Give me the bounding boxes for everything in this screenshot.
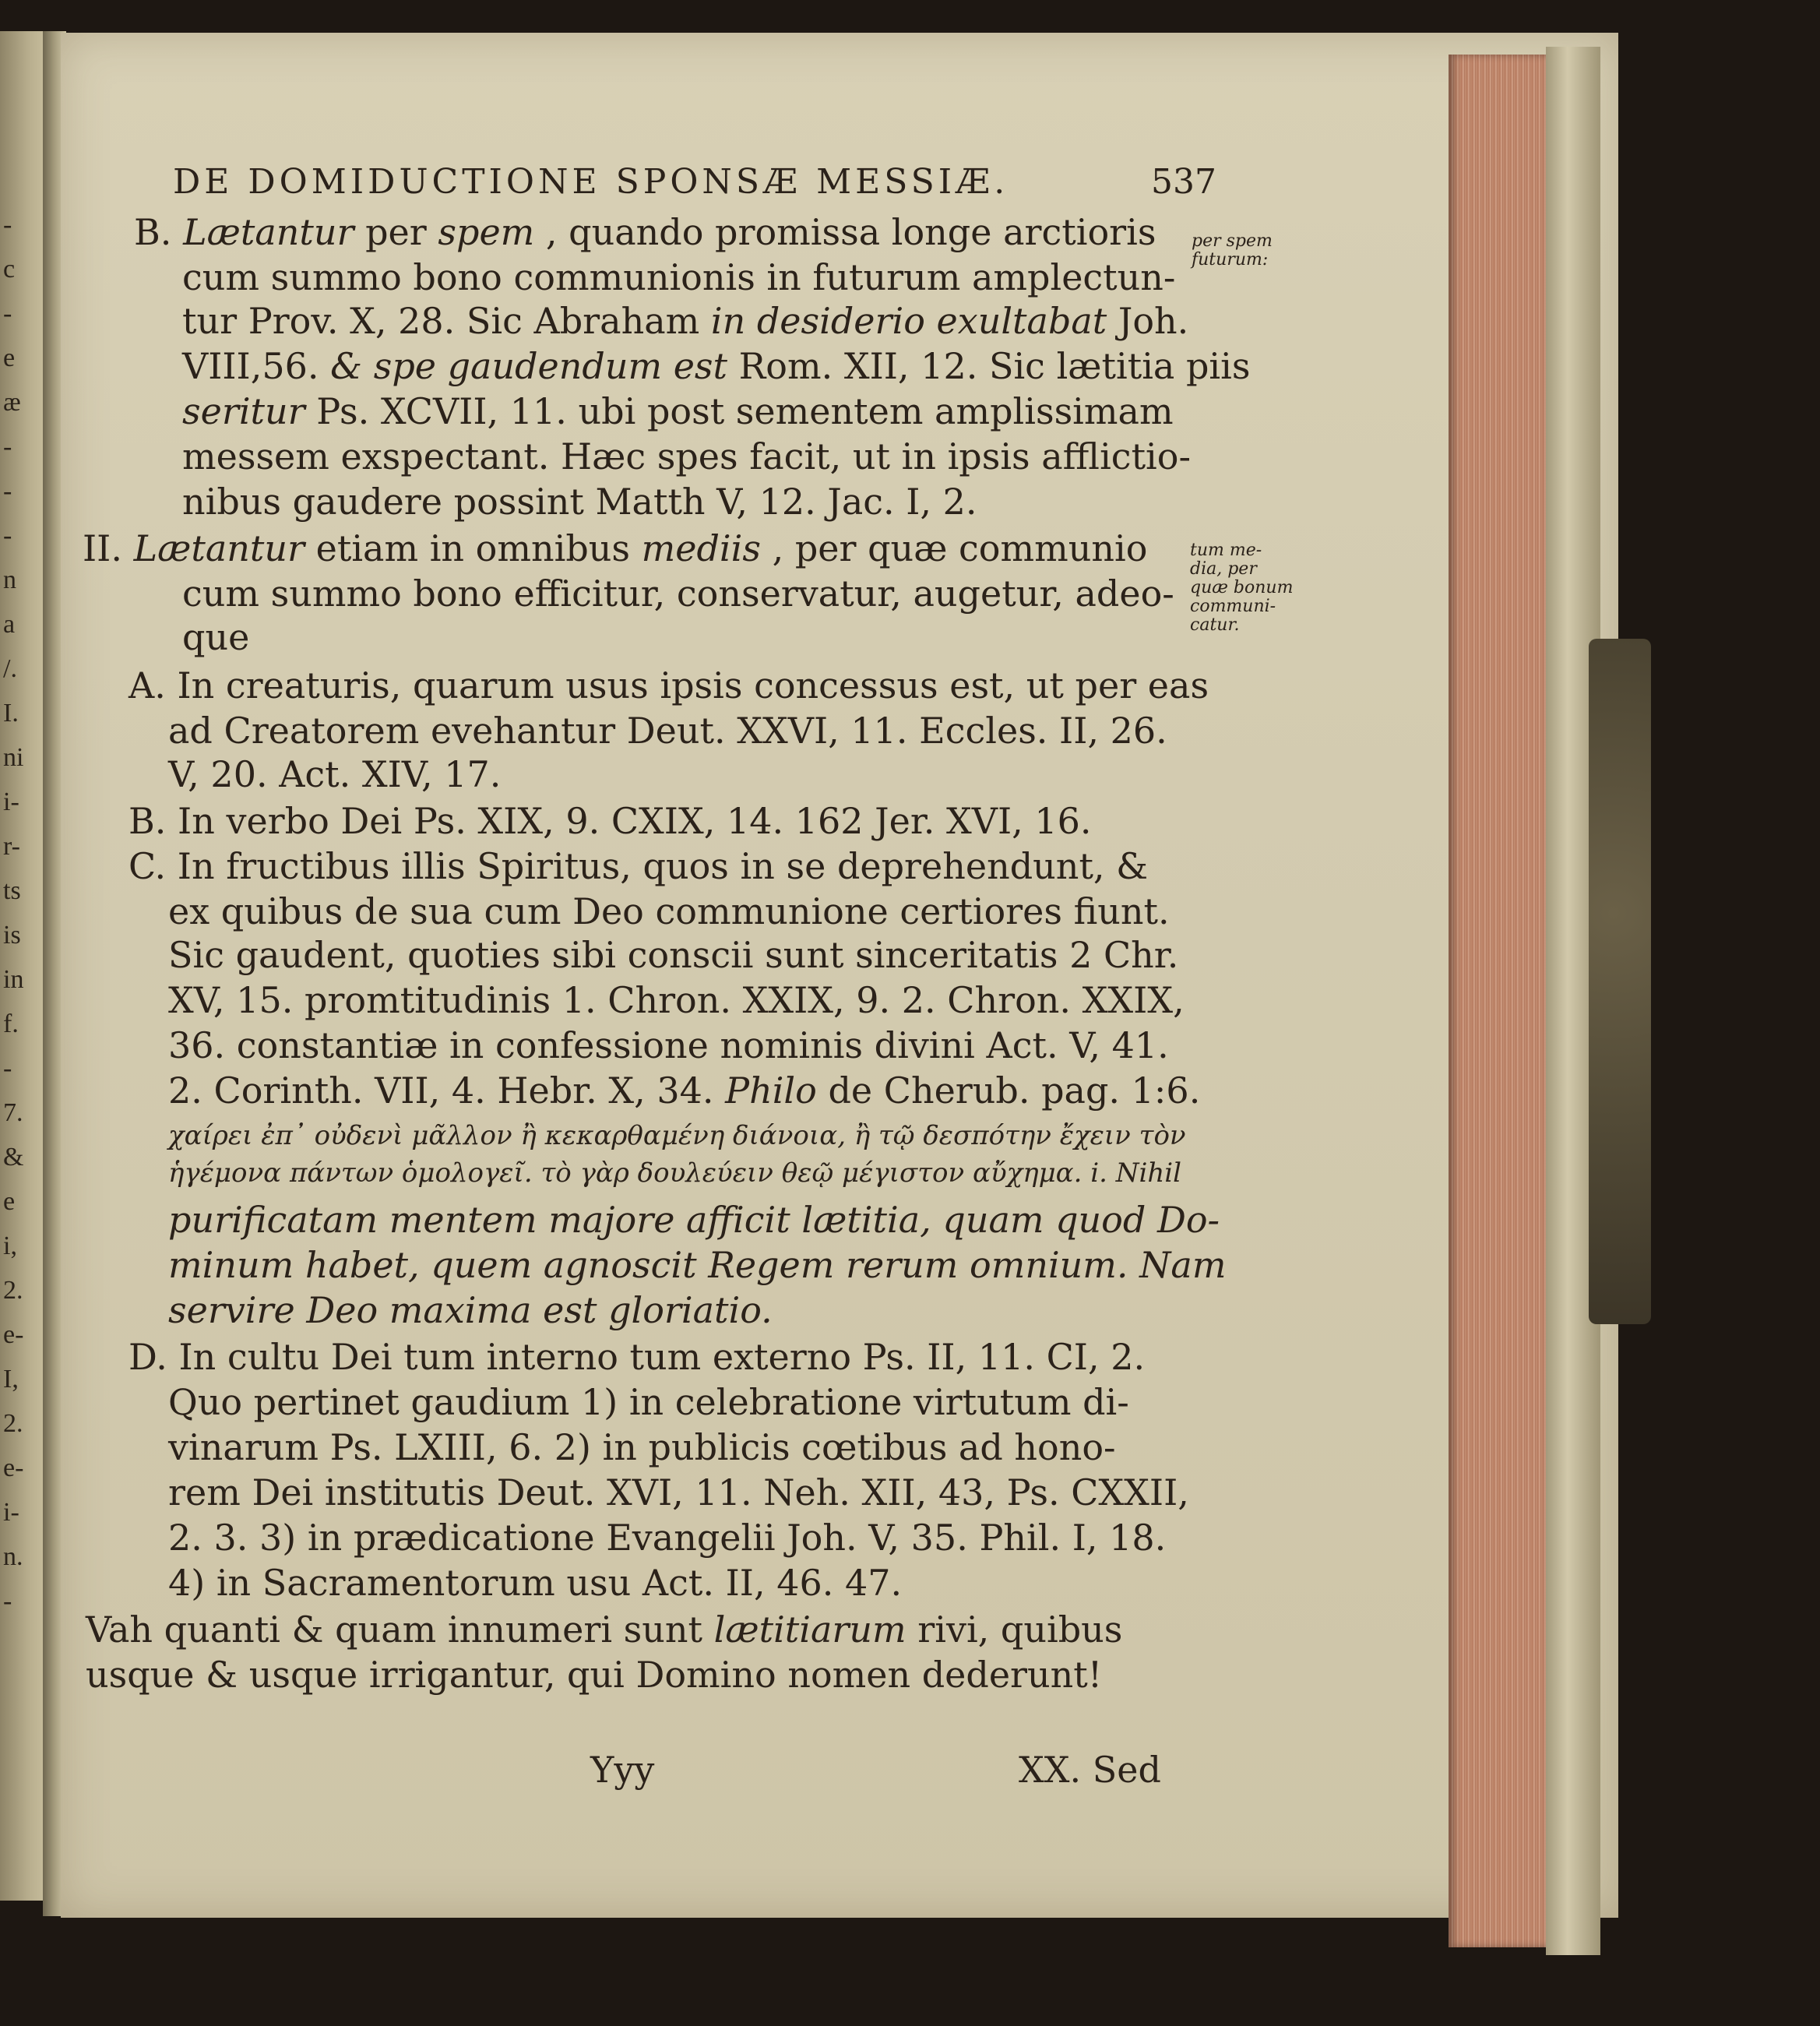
text-line	[182, 389, 1174, 433]
roman-text: vinarum Ps. LXIII, 6. 2) in publicis cœtibus ad hono-	[168, 1426, 1116, 1468]
roman-text: rivi, quibus	[906, 1608, 1123, 1651]
roman-text: messem exspectant. Hæc spes facit, ut in ipsis afflictio-	[182, 435, 1192, 477]
margin-note-line: per spem	[1192, 231, 1273, 251]
facing-page-fragment: e	[3, 344, 16, 372]
text-line	[168, 1288, 773, 1332]
roman-text: cum summo bono efficitur, conservatur, augetur, adeo-	[182, 573, 1174, 615]
roman-text: que	[182, 616, 250, 658]
roman-text: B. In verbo Dei Ps. XIX, 9. CXIX, 14. 162 Jer. XVI, 16.	[128, 800, 1092, 842]
text-line	[182, 299, 1188, 343]
text-line	[128, 799, 1092, 843]
text-line	[168, 1380, 1129, 1424]
text-line	[168, 1151, 1181, 1195]
facing-page-fragment: -	[3, 1587, 12, 1616]
roman-text: A. In creaturis, quarum usus ipsis concessus est, ut per eas	[128, 664, 1209, 706]
roman-text: Sic gaudent, quoties sibi conscii sunt sinceritatis 2 Chr.	[168, 934, 1179, 976]
italic-text: lætitiarum	[713, 1608, 906, 1651]
text-line	[128, 1335, 1145, 1379]
italic-text: minum habet, quem agnoscit Regem rerum omnium. Nam	[168, 1244, 1227, 1286]
text-line	[83, 527, 1147, 570]
text-line	[168, 1069, 1200, 1112]
roman-text: C. In fructibus illis Spiritus, quos in se deprehendunt, &	[128, 845, 1149, 887]
facing-page-fragment: c	[3, 255, 16, 284]
facing-page-fragment: æ	[3, 388, 21, 417]
italic-text: i. Nihil	[1090, 1157, 1182, 1189]
text-line	[182, 615, 249, 659]
roman-text: XV, 15. promtitudinis 1. Chron. XXIX, 9. 2. Chron. XXIX,	[168, 979, 1185, 1021]
margin-note-tum-mediis	[1190, 541, 1293, 635]
margin-note-per-spem	[1192, 232, 1273, 270]
italic-text: Lætantur	[133, 527, 305, 569]
facing-page-fragment: e-	[3, 1453, 24, 1482]
text-line	[134, 210, 1156, 254]
roman-text: , quando promissa longe arctioris	[534, 211, 1156, 253]
facing-page-fragment: in	[3, 965, 24, 994]
roman-text: 36. constantiæ in confessione nominis divini Act. V, 41.	[168, 1024, 1169, 1066]
text-line	[168, 978, 1185, 1022]
text-line	[182, 572, 1174, 615]
italic-text: mediis	[641, 527, 761, 569]
roman-text: Vah quanti & quam innumeri sunt	[86, 1608, 714, 1651]
text-line	[182, 480, 977, 523]
text-line	[168, 1516, 1166, 1559]
roman-text: Rom. XII, 12. Sic lætitia piis	[727, 345, 1251, 387]
facing-page-fragment: f.	[3, 1009, 19, 1038]
facing-page-fragment: i,	[3, 1231, 17, 1260]
facing-page-fragment: ts	[3, 876, 21, 905]
italic-text: servire Deo maxima est gloriatio.	[168, 1289, 773, 1331]
italic-text: Lætantur	[183, 211, 354, 253]
cover-leather-patch	[1589, 639, 1651, 1324]
roman-text: V, 20. Act. XIV, 17.	[168, 753, 502, 795]
italic-text: purificatam mentem majore afficit lætitia, quam quod Do-	[168, 1199, 1220, 1241]
facing-page-fragment: &	[3, 1143, 24, 1172]
italic-text: spem	[438, 211, 535, 253]
roman-text: B.	[134, 211, 184, 253]
facing-page-fragment: /.	[3, 654, 17, 683]
text-line	[86, 1608, 1122, 1651]
roman-text: 4) in Sacramentorum usu Act. II, 46. 47.	[168, 1562, 903, 1604]
facing-page-fragment: r-	[3, 832, 20, 861]
facing-page-fragment: n	[3, 566, 16, 594]
roman-text: cum summo bono communionis in futurum amplectun-	[182, 256, 1176, 298]
italic-text: in desiderio exultabat	[710, 300, 1107, 342]
roman-text: 2. 3. 3) in prædicatione Evangelii Joh. V, 35. Phil. I, 18.	[168, 1517, 1167, 1559]
facing-page-fragment: i-	[3, 787, 19, 816]
roman-text: tur Prov. X, 28. Sic Abraham	[182, 300, 711, 342]
roman-text: VIII,56.	[182, 345, 331, 387]
facing-page-fragment: -	[3, 299, 12, 328]
roman-text: 2. Corinth. VII, 4. Hebr. X, 34.	[168, 1069, 726, 1112]
facing-page-fragment: 2.	[3, 1276, 23, 1305]
facing-page-edge	[0, 31, 48, 1901]
running-title: DE DOMIDUCTIONE SPONSÆ MESSIÆ.	[173, 162, 1009, 202]
facing-page-fragment: e-	[3, 1320, 24, 1349]
text-line	[182, 344, 1250, 388]
text-line	[128, 844, 1148, 888]
facing-page-fragment: ni	[3, 743, 24, 772]
roman-text: χαίρει ἐπ᾽ οὐδενὶ μᾶλλον ἢ κεκαρθαμένη διάνοια, ἢ τῷ δεσπότην ἔχειν τὸν	[168, 1120, 1186, 1151]
roman-text: ex quibus de sua cum Deo communione certiores fiunt.	[168, 890, 1170, 932]
roman-text: per	[354, 211, 438, 253]
roman-text: ἡγέμονα πάντων ὁμολογεῖ. τὸ γὰρ δουλεύειν θεῷ μέγιστον αὔχημα.	[168, 1157, 1091, 1189]
italic-text: Philo	[725, 1069, 817, 1112]
text-line	[168, 1198, 1220, 1242]
roman-text: Joh.	[1107, 300, 1189, 342]
margin-note-line: catur.	[1190, 615, 1240, 635]
facing-page-fragment: I.	[3, 699, 19, 728]
facing-page-fragment: -	[3, 477, 12, 506]
text-line	[168, 1425, 1116, 1469]
facing-page-fragment: -	[3, 1054, 12, 1083]
page-block-fore-edge	[1449, 55, 1546, 1947]
roman-text: etiam in omnibus	[305, 527, 642, 569]
text-line	[182, 435, 1191, 478]
facing-page-fragment: -	[3, 521, 12, 550]
roman-text: Ps. XCVII, 11. ubi post sementem amplissimam	[305, 390, 1174, 432]
signature-mark: Yyy	[590, 1749, 655, 1791]
roman-text: de Cherub. pag. 1:6.	[816, 1069, 1201, 1112]
facing-page-fragment: i-	[3, 1498, 19, 1527]
text-line	[128, 664, 1209, 707]
text-line	[168, 890, 1170, 933]
text-line	[168, 1471, 1189, 1514]
facing-page-fragment: n.	[3, 1542, 23, 1571]
text-line	[168, 1024, 1169, 1067]
catchword: XX. Sed	[1019, 1749, 1161, 1791]
text-line	[168, 752, 501, 796]
text-line	[168, 933, 1178, 977]
facing-page-fragment: a	[3, 610, 16, 639]
facing-page-fragment: -	[3, 210, 12, 239]
roman-text: II.	[83, 527, 134, 569]
text-line	[168, 1243, 1226, 1287]
margin-note-line: communi-	[1190, 597, 1276, 616]
text-line	[182, 255, 1175, 299]
text-line	[168, 709, 1167, 752]
roman-text: , per quæ communio	[760, 527, 1148, 569]
italic-text: seritur	[182, 390, 305, 432]
text-line	[168, 1561, 902, 1605]
facing-page-fragment: I,	[3, 1365, 19, 1394]
margin-note-line: tum me-	[1190, 541, 1262, 560]
facing-page-fragment: -	[3, 432, 12, 461]
roman-text: nibus gaudere possint Matth V, 12. Jac. I, 2.	[182, 481, 977, 523]
margin-note-line: dia, per	[1190, 559, 1257, 579]
facing-page-fragment: 2.	[3, 1409, 23, 1438]
italic-text: & spe gaudendum est	[330, 345, 728, 387]
margin-note-line: futurum:	[1192, 250, 1269, 270]
facing-page-fragment: e	[3, 1187, 16, 1216]
text-line	[86, 1653, 1102, 1697]
facing-page-fragment: 7.	[3, 1098, 23, 1127]
roman-text: ad Creatorem evehantur Deut. XXVI, 11. Eccles. II, 26.	[168, 710, 1167, 752]
page-number: 537	[1151, 162, 1216, 202]
roman-text: usque & usque irrigantur, qui Domino nomen dederunt!	[86, 1654, 1103, 1696]
roman-text: D. In cultu Dei tum interno tum externo Ps. II, 11. CI, 2.	[128, 1336, 1146, 1378]
facing-page-fragment: is	[3, 921, 21, 950]
roman-text: rem Dei institutis Deut. XVI, 11. Neh. XII, 43, Ps. CXXII,	[168, 1471, 1189, 1513]
roman-text: Quo pertinet gaudium 1) in celebratione virtutum di-	[168, 1381, 1129, 1423]
margin-note-line: quæ bonum	[1190, 578, 1294, 597]
